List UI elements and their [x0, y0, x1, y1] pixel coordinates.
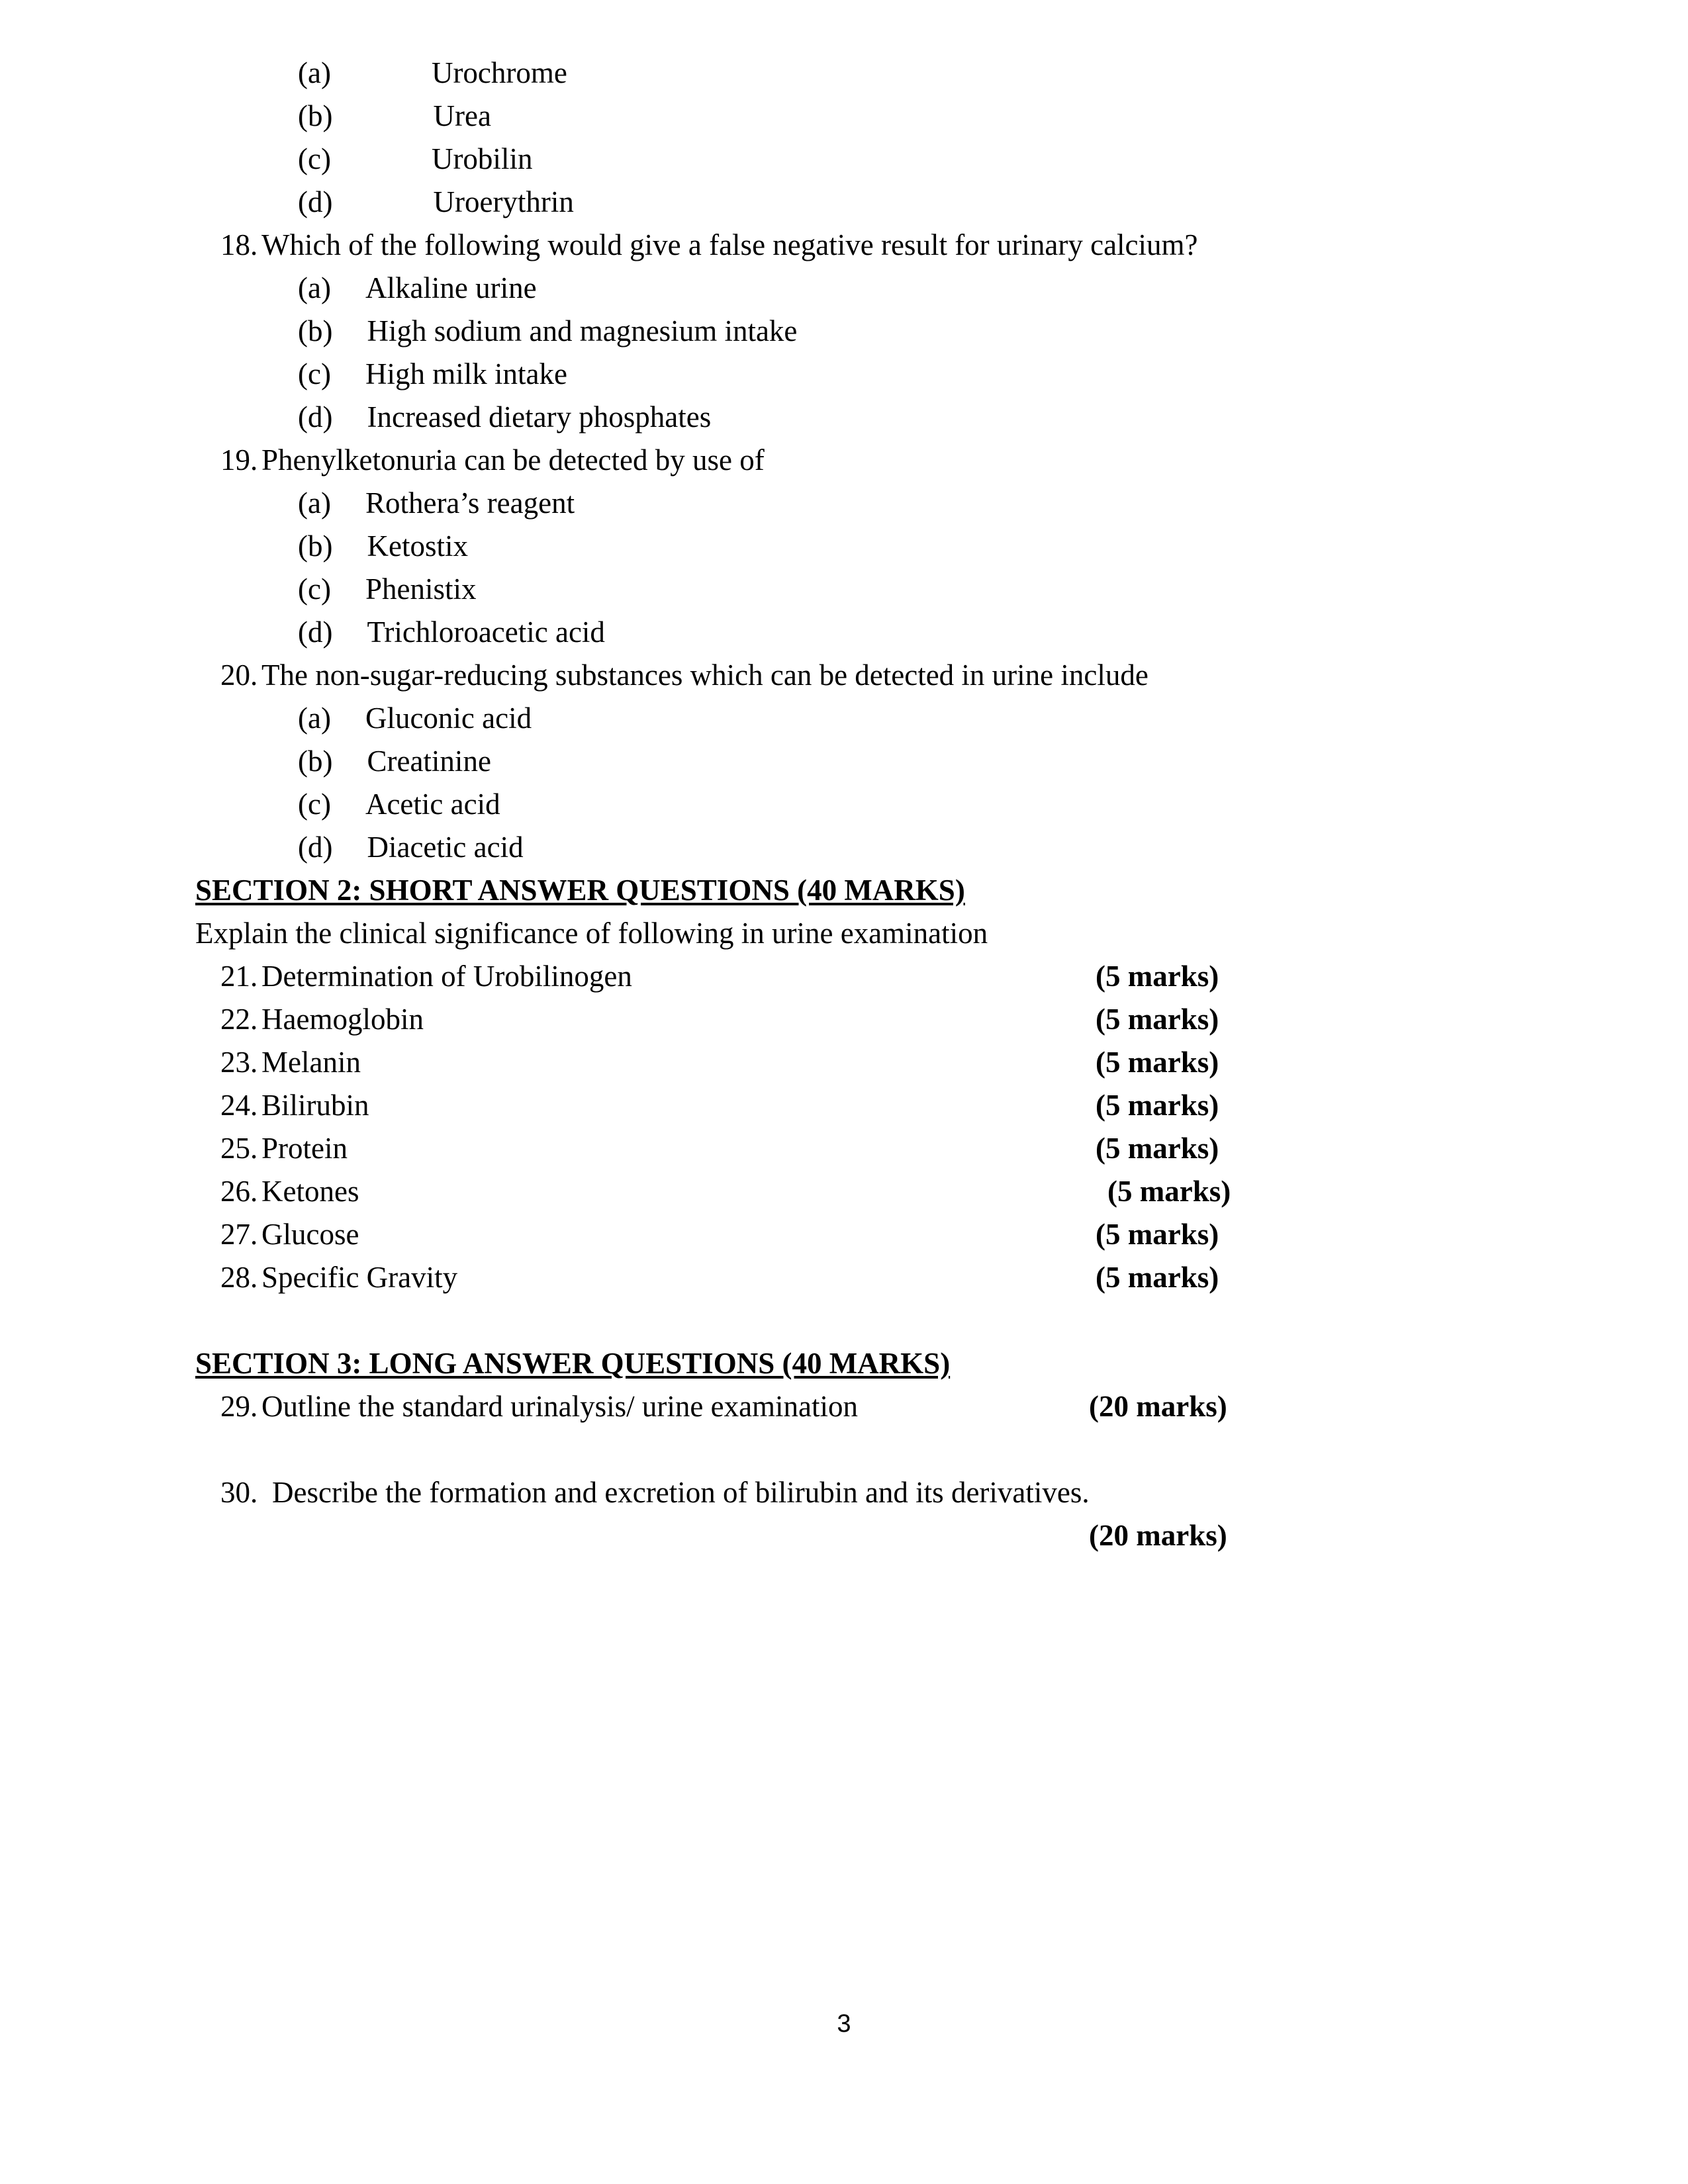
- option-row: [298, 310, 1254, 353]
- long-answer-row-30: [220, 1471, 1254, 1514]
- marks-label: (5 marks): [1096, 1261, 1219, 1294]
- question-block-19: [195, 439, 1254, 654]
- short-answer-row: [220, 1213, 1254, 1256]
- question-text-row: [220, 439, 1254, 482]
- question-text: The non-sugar-reducing substances which can be detected in urine include: [261, 659, 1149, 692]
- option-row: [298, 482, 1254, 525]
- marks-label: (5 marks): [1096, 1046, 1219, 1079]
- spacer: [195, 1299, 1254, 1342]
- option-text: Uroerythrin: [433, 185, 574, 218]
- item-number: 28.: [220, 1261, 258, 1294]
- intro-options-group: [195, 52, 1254, 224]
- item-number: 26.: [220, 1175, 258, 1208]
- option-row: [298, 396, 1254, 439]
- section2-items: [195, 955, 1254, 1299]
- marks-label: (5 marks): [1096, 1089, 1219, 1122]
- option-text: Increased dietary phosphates: [367, 400, 712, 433]
- item-text: Protein: [261, 1132, 348, 1165]
- item-text: Ketones: [261, 1175, 359, 1208]
- item-text: Outline the standard urinalysis/ urine examination: [261, 1390, 859, 1423]
- option-row: [298, 525, 1254, 568]
- option-row: [298, 697, 1254, 740]
- short-answer-row: [220, 1084, 1254, 1127]
- question-text-row: [220, 224, 1254, 267]
- option-row: [298, 568, 1254, 611]
- option-row: [298, 783, 1254, 826]
- item-text: Determination of Urobilinogen: [261, 960, 632, 993]
- item-number: 24.: [220, 1089, 258, 1122]
- option-label: (d): [298, 185, 333, 218]
- item-text: Haemoglobin: [261, 1003, 424, 1036]
- option-text: Trichloroacetic acid: [367, 615, 605, 649]
- page-number: 3: [837, 2010, 851, 2038]
- option-text: Ketostix: [367, 529, 468, 563]
- option-label: (a): [298, 702, 331, 735]
- option-label: (b): [298, 745, 333, 778]
- page-content: [195, 52, 1254, 1557]
- item-number: 29.: [220, 1390, 258, 1423]
- spacer: [195, 1428, 1254, 1471]
- section2-instruction: Explain the clinical significance of following in urine examination: [195, 917, 988, 950]
- option-label: (b): [298, 314, 333, 347]
- question-number: 18.: [220, 228, 258, 261]
- option-label: (c): [298, 788, 331, 821]
- option-text: Urobilin: [431, 142, 533, 175]
- marks-label: (20 marks): [1089, 1390, 1227, 1423]
- option-text: High milk intake: [365, 357, 567, 390]
- option-label: (d): [298, 615, 333, 649]
- option-text: Urochrome: [431, 56, 567, 89]
- question-text: Which of the following would give a false negative result for urinary calcium?: [261, 228, 1198, 261]
- option-row: [298, 267, 1254, 310]
- item-number: 22.: [220, 1003, 258, 1036]
- long-answer-row-29: [220, 1385, 1254, 1428]
- option-label: (c): [298, 142, 331, 175]
- item-number: 21.: [220, 960, 258, 993]
- marks-label: (5 marks): [1107, 1175, 1231, 1208]
- option-text: Diacetic acid: [367, 831, 524, 864]
- item-text: Glucose: [261, 1218, 359, 1251]
- question-number: 19.: [220, 443, 258, 477]
- item-number: 30.: [220, 1476, 258, 1509]
- option-label: (c): [298, 572, 331, 606]
- marks-label: (5 marks): [1096, 960, 1219, 993]
- option-text: Creatinine: [367, 745, 491, 778]
- short-answer-row: [220, 955, 1254, 998]
- section3-heading: SECTION 3: LONG ANSWER QUESTIONS (40 MARKS): [195, 1347, 951, 1380]
- marks-label: (5 marks): [1096, 1218, 1219, 1251]
- question-block-20: [195, 654, 1254, 869]
- option-label: (b): [298, 529, 333, 563]
- marks-label: (5 marks): [1096, 1132, 1219, 1165]
- option-label: (a): [298, 56, 331, 89]
- question-text-row: [220, 654, 1254, 697]
- question-number: 20.: [220, 659, 258, 692]
- option-row: [298, 138, 1254, 181]
- marks-label: (5 marks): [1096, 1003, 1219, 1036]
- short-answer-row: [220, 998, 1254, 1041]
- question-block-18: [195, 224, 1254, 439]
- item-number: 27.: [220, 1218, 258, 1251]
- item-text: Specific Gravity: [261, 1261, 458, 1294]
- option-text: Gluconic acid: [365, 702, 532, 735]
- option-row: [298, 740, 1254, 783]
- option-label: (b): [298, 99, 333, 132]
- option-label: (a): [298, 486, 331, 520]
- option-row: [298, 826, 1254, 869]
- option-text: Acetic acid: [365, 788, 500, 821]
- item-number: 23.: [220, 1046, 258, 1079]
- option-row: [298, 611, 1254, 654]
- question-text: Phenylketonuria can be detected by use of: [261, 443, 765, 477]
- short-answer-row: [220, 1256, 1254, 1299]
- item-text: Describe the formation and excretion of bilirubin and its derivatives.: [272, 1476, 1090, 1509]
- option-text: Rothera’s reagent: [365, 486, 575, 520]
- section2-heading-row: [195, 869, 1254, 912]
- short-answer-row: [220, 1127, 1254, 1170]
- section2-heading: SECTION 2: SHORT ANSWER QUESTIONS (40 MARKS): [195, 874, 965, 907]
- option-label: (d): [298, 831, 333, 864]
- option-text: Alkaline urine: [365, 271, 537, 304]
- item-number: 25.: [220, 1132, 258, 1165]
- option-row: [298, 353, 1254, 396]
- option-text: Urea: [433, 99, 491, 132]
- item-text: Bilirubin: [261, 1089, 369, 1122]
- option-row: [298, 95, 1254, 138]
- option-row: [298, 181, 1254, 224]
- option-label: (c): [298, 357, 331, 390]
- option-text: Phenistix: [365, 572, 477, 606]
- short-answer-row: [220, 1041, 1254, 1084]
- short-answer-row: [220, 1170, 1254, 1213]
- option-row: [298, 52, 1254, 95]
- item-text: Melanin: [261, 1046, 361, 1079]
- option-label: (a): [298, 271, 331, 304]
- section3-heading-row: [195, 1342, 1254, 1385]
- marks-label: (20 marks): [1089, 1519, 1227, 1552]
- option-text: High sodium and magnesium intake: [367, 314, 798, 347]
- option-label: (d): [298, 400, 333, 433]
